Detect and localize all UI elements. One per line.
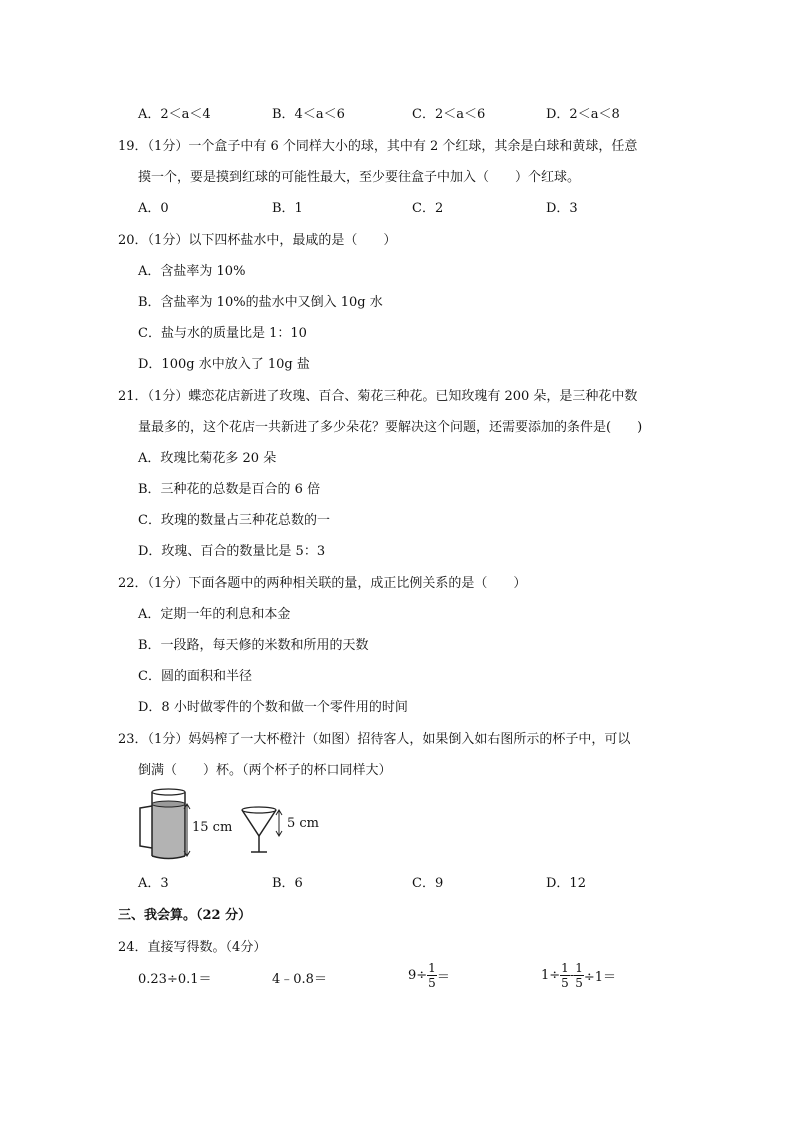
q20-stem: 20．（1分）以下四杯盐水中，最咸的是（ ） — [118, 233, 397, 248]
fraction-numerator: 1 — [575, 961, 583, 975]
q23-option-c[interactable]: C．9 — [412, 876, 444, 891]
q24-item-4-suffix: ÷1＝ — [583, 970, 617, 985]
q18-option-d[interactable]: D．2＜a＜8 — [546, 107, 620, 122]
cup-height-label: 15 cm — [192, 820, 233, 835]
fraction-one-fifth-a — [560, 962, 570, 989]
q24-item-2: 4﹣0.8＝ — [272, 972, 327, 987]
q22-option-b[interactable]: B．一段路，每天修的米数和所用的天数 — [138, 638, 369, 653]
q21-option-d[interactable]: D．玫瑰、百合的数量比是 5：3 — [138, 544, 326, 559]
q24-item-3-suffix: ＝ — [436, 970, 450, 985]
fraction-numerator: 1 — [428, 961, 436, 975]
fraction-one-fifth-b — [574, 962, 584, 989]
q24-stem: 24．直接写得数。（4分） — [118, 940, 267, 955]
fraction-denominator: 5 — [561, 976, 569, 990]
q23-stem-line1: 23．（1分）妈妈榨了一大杯橙汁（如图）招待客人，如果倒入如右图所示的杯子中，可以 — [118, 732, 631, 747]
q24-item-3 — [408, 962, 450, 989]
fraction-denominator: 5 — [575, 976, 583, 990]
q20-option-d[interactable]: D．100g 水中放入了 10g 盐 — [138, 357, 310, 372]
q19-stem-line2: 摸一个，要是摸到红球的可能性最大，至少要往盒子中加入（ ）个红球。 — [138, 170, 581, 185]
q24-item-1: 0.23÷0.1＝ — [138, 972, 212, 987]
q18-option-c[interactable]: C．2＜a＜6 — [412, 107, 486, 122]
q18-option-a[interactable]: A．2＜a＜4 — [138, 107, 211, 122]
q20-option-b[interactable]: B．含盐率为 10%的盐水中又倒入 10g 水 — [138, 295, 383, 310]
q19-option-a[interactable]: A．0 — [138, 201, 169, 216]
q21-option-a[interactable]: A．玫瑰比菊花多 20 朵 — [138, 451, 277, 466]
q24-item-4-prefix: 1÷ — [541, 968, 561, 983]
q20-option-a[interactable]: A．含盐率为 10% — [138, 264, 246, 279]
big-juice-cup — [140, 789, 185, 859]
q22-option-a[interactable]: A．定期一年的利息和本金 — [138, 607, 291, 622]
q23-option-b[interactable]: B．6 — [272, 876, 303, 891]
q24-item-4 — [541, 962, 616, 989]
q21-option-b[interactable]: B．三种花的总数是百合的 6 倍 — [138, 482, 321, 497]
fraction-numerator: 1 — [561, 961, 569, 975]
section-3-title: 三、我会算。（22 分） — [118, 908, 252, 923]
q21-stem-line1: 21．（1分）蝶恋花店新进了玫瑰、百合、菊花三种花。已知玫瑰有 200 朵，是三种花中数 — [118, 389, 638, 404]
q18-option-b[interactable]: B．4＜a＜6 — [272, 107, 345, 122]
minus-sign: - — [569, 968, 575, 983]
q19-option-d[interactable]: D．3 — [546, 201, 578, 216]
q21-stem-line2: 量最多的，这个花店一共新进了多少朵花？要解决这个问题，还需要添加的条件是( ) — [138, 420, 643, 435]
glass-height-label: 5 cm — [287, 816, 320, 831]
q22-option-d[interactable]: D．8 小时做零件的个数和做一个零件用的时间 — [138, 700, 408, 715]
q21-option-c[interactable]: C．玫瑰的数量占三种花总数的一 — [138, 513, 330, 528]
q22-option-c[interactable]: C．圆的面积和半径 — [138, 669, 252, 684]
glass-height-dimension — [276, 810, 282, 836]
q22-stem: 22．（1分）下面各题中的两种相关联的量，成正比例关系的是（ ） — [118, 576, 527, 591]
fraction-one-fifth — [427, 962, 437, 989]
q20-option-c[interactable]: C．盐与水的质量比是 1：10 — [138, 326, 307, 341]
q19-option-b[interactable]: B．1 — [272, 201, 303, 216]
q19-stem-line1: 19．（1分）一个盒子中有 6 个同样大小的球，其中有 2 个红球，其余是白球和黄球，任意 — [118, 139, 638, 154]
q23-option-a[interactable]: A．3 — [138, 876, 169, 891]
q23-option-d[interactable]: D．12 — [546, 876, 586, 891]
cone-glass — [242, 807, 276, 852]
q19-option-c[interactable]: C．2 — [412, 201, 444, 216]
q24-item-3-prefix: 9÷ — [408, 968, 428, 983]
fraction-denominator: 5 — [428, 976, 436, 990]
q23-stem-line2: 倒满（ ）杯。（两个杯子的杯口同样大） — [138, 763, 392, 778]
